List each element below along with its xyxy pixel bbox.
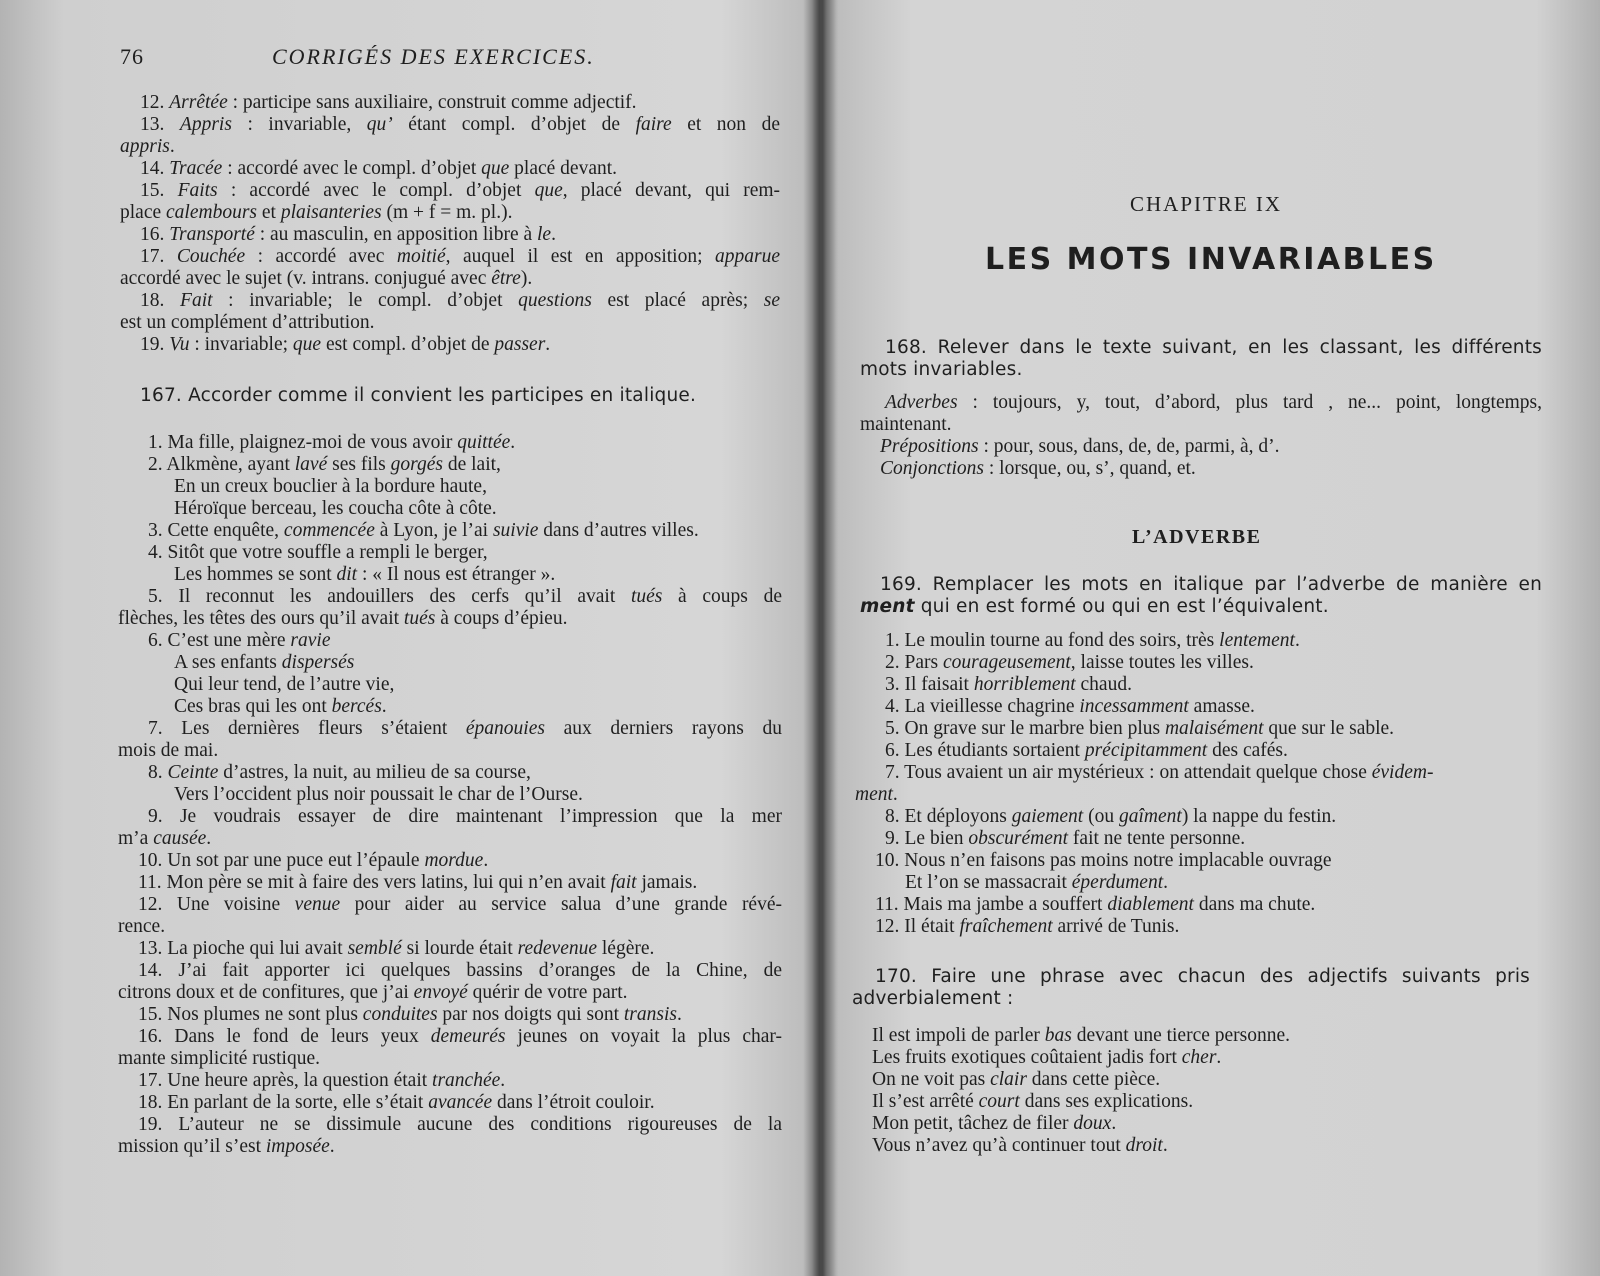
text-line: 11. Mais ma jambe a souffert diablement dans ma chute. (875, 894, 1316, 915)
text-line: En un creux bouclier à la bordure haute, (174, 476, 487, 497)
exercise-167-items (0, 432, 790, 1158)
text-line: mante simplicité rustique. (118, 1048, 320, 1069)
text-line: 5. On grave sur le marbre bien plus malaisément que sur le sable. (885, 718, 1395, 739)
chapter-label: CHAPITRE IX (1130, 192, 1283, 216)
text-line: 7. Les dernières fleurs s’étaient épanouies aux derniers rayons du (148, 718, 782, 739)
text-line: mots invariables. (860, 359, 1023, 380)
text-line: On ne voit pas clair dans cette pièce. (872, 1069, 1161, 1090)
text-line: place calembours et plaisanteries (m + f = m. pl.). (120, 202, 513, 223)
text-line: 19. Vu : invariable; que est compl. d’objet de passer. (140, 334, 551, 355)
text-line: 9. Je voudrais essayer de dire maintenant l’impression que la mer (148, 806, 782, 827)
text-line: adverbialement : (852, 988, 1014, 1009)
text-line: Mon petit, tâchez de filer doux. (872, 1113, 1117, 1134)
text-line: maintenant. (860, 414, 952, 435)
text-line: 2. Alkmène, ayant lavé ses fils gorgés de lait, (148, 454, 501, 475)
text-line: 169. Remplacer les mots en italique par l’adverbe de manière en (880, 574, 1542, 595)
text-line: Qui leur tend, de l’autre vie, (174, 674, 395, 695)
text-line: Conjonctions : lorsque, ou, s’, quand, et. (880, 458, 1196, 479)
text-line: 18. En parlant de la sorte, elle s’était avancée dans l’étroit couloir. (138, 1092, 655, 1113)
text-line: Ces bras qui les ont bercés. (174, 696, 387, 717)
exercise-170-items (830, 1025, 1545, 1157)
text-line: Héroïque berceau, les coucha côte à côte. (174, 498, 497, 519)
running-title: CORRIGÉS DES EXERCICES. (272, 44, 595, 69)
chapter-title: LES MOTS INVARIABLES (985, 242, 1437, 277)
text-line: m’a causée. (118, 828, 212, 849)
text-line: 7. Tous avaient un air mystérieux : on attendait quelque chose évidem- (885, 762, 1434, 783)
page-number: 76 (120, 44, 144, 69)
section-heading: L’ADVERBE (1132, 526, 1262, 548)
book-gutter (812, 0, 836, 1276)
text-line: 13. Appris : invariable, qu’ étant compl. d’objet de faire et non de (140, 114, 780, 135)
text-line: est un complément d’attribution. (120, 312, 375, 333)
exercise-170-title (830, 966, 1535, 1010)
text-line: ment. (855, 784, 898, 805)
text-line: 4. Sitôt que votre souffle a rempli le berger, (148, 542, 488, 563)
text-line: Il s’est arrêté court dans ses explications. (872, 1091, 1194, 1112)
exercise-167-title: 167. Accorder comme il convient les participes en italique. (140, 385, 697, 406)
text-line: 1. Ma fille, plaignez-moi de vous avoir quittée. (148, 432, 516, 453)
text-line: 10. Nous n’en faisons pas moins notre implacable ouvrage (875, 850, 1332, 871)
text-line: 14. J’ai fait apporter ici quelques bassins d’oranges de la Chine, de (138, 960, 782, 981)
text-line: 15. Nos plumes ne sont plus conduites par nos doigts qui sont transis. (138, 1004, 682, 1025)
text-line: 4. La vieillesse chagrine incessamment amasse. (885, 696, 1255, 717)
text-line: 16. Transporté : au masculin, en apposition libre à le. (140, 224, 556, 245)
text-line: accordé avec le sujet (v. intrans. conjugué avec être). (120, 268, 533, 289)
text-line: 12. Il était fraîchement arrivé de Tunis. (875, 916, 1180, 937)
text-line: rence. (118, 916, 166, 937)
exercise-169-items (830, 630, 1545, 938)
text-line: 12. Une voisine venue pour aider au service salua d’une grande révé- (138, 894, 782, 915)
text-line: ment qui en est formé ou qui en est l’équivalent. (860, 596, 1329, 617)
text-line: mission qu’il s’est imposée. (118, 1136, 335, 1157)
text-line: 14. Tracée : accordé avec le compl. d’objet que placé devant. (140, 158, 618, 179)
text-line: 18. Fait : invariable; le compl. d’objet questions est placé après; se (140, 290, 780, 311)
text-line: Prépositions : pour, sous, dans, de, de, parmi, à, d’. (880, 436, 1280, 457)
text-line: 17. Couchée : accordé avec moitié, auquel il est en apposition; apparue (140, 246, 780, 267)
text-line: 12. Arrêtée : participe sans auxiliaire, construit comme adjectif. (140, 92, 637, 113)
text-line: appris. (120, 136, 175, 157)
exercise-168-title (830, 337, 1545, 381)
text-line: 13. La pioche qui lui avait semblé si lourde était redevenue légère. (138, 938, 655, 959)
text-line: citrons doux et de confitures, que j’ai envoyé quérir de votre part. (118, 982, 628, 1003)
text-line: 8. Et déployons gaiement (ou gaîment) la nappe du festin. (885, 806, 1337, 827)
text-line: Vous n’avez qu’à continuer tout droit. (872, 1135, 1168, 1156)
text-line: 6. C’est une mère ravie (148, 630, 331, 651)
text-line: mois de mai. (118, 740, 219, 761)
text-line: 6. Les étudiants sortaient précipitamment des cafés. (885, 740, 1288, 761)
text-line: 2. Pars courageusement, laisse toutes les villes. (885, 652, 1254, 673)
text-line: 3. Il faisait horriblement chaud. (885, 674, 1132, 695)
exercise-168-answers (830, 392, 1545, 480)
text-line: Adverbes : toujours, y, tout, d’abord, plus tard , ne... point, longtemps, (885, 392, 1542, 413)
text-line: Il est impoli de parler bas devant une tierce personne. (872, 1025, 1291, 1046)
exercise-169-title (830, 574, 1545, 618)
text-line: 170. Faire une phrase avec chacun des adjectifs suivants pris (875, 966, 1530, 987)
text-line: 19. L’auteur ne se dissimule aucune des conditions rigoureuses de la (138, 1114, 782, 1135)
text-line: 5. Il reconnut les andouillers des cerfs qu’il avait tués à coups de (148, 586, 782, 607)
text-line: 9. Le bien obscurément fait ne tente personne. (885, 828, 1246, 849)
text-line: 168. Relever dans le texte suivant, en les classant, les différents (885, 337, 1542, 358)
exercise-166-answers (0, 92, 790, 356)
text-line: 8. Ceinte d’astres, la nuit, au milieu de sa course, (148, 762, 531, 783)
text-line: Vers l’occident plus noir poussait le char de l’Ourse. (174, 784, 583, 805)
text-line: 17. Une heure après, la question était tranchée. (138, 1070, 506, 1091)
text-line: 16. Dans le fond de leurs yeux demeurés jeunes on voyait la plus char- (138, 1026, 782, 1047)
text-line: Les fruits exotiques coûtaient jadis fort cher. (872, 1047, 1222, 1068)
text-line: 10. Un sot par une puce eut l’épaule mordue. (138, 850, 489, 871)
text-line: flèches, les têtes des ours qu’il avait tués à coups d’épieu. (118, 608, 568, 629)
text-line: A ses enfants dispersés (174, 652, 355, 673)
text-line: Les hommes se sont dit : « Il nous est étranger ». (174, 564, 556, 585)
text-line: 1. Le moulin tourne au fond des soirs, très lentement. (885, 630, 1300, 651)
text-line: 11. Mon père se mit à faire des vers latins, lui qui n’en avait fait jamais. (138, 872, 698, 893)
right-page (830, 0, 1600, 1276)
text-line: 15. Faits : accordé avec le compl. d’objet que, placé devant, qui rem- (140, 180, 780, 201)
text-line: Et l’on se massacrait éperdument. (905, 872, 1168, 893)
text-line: 3. Cette enquête, commencée à Lyon, je l’ai suivie dans d’autres villes. (148, 520, 699, 541)
